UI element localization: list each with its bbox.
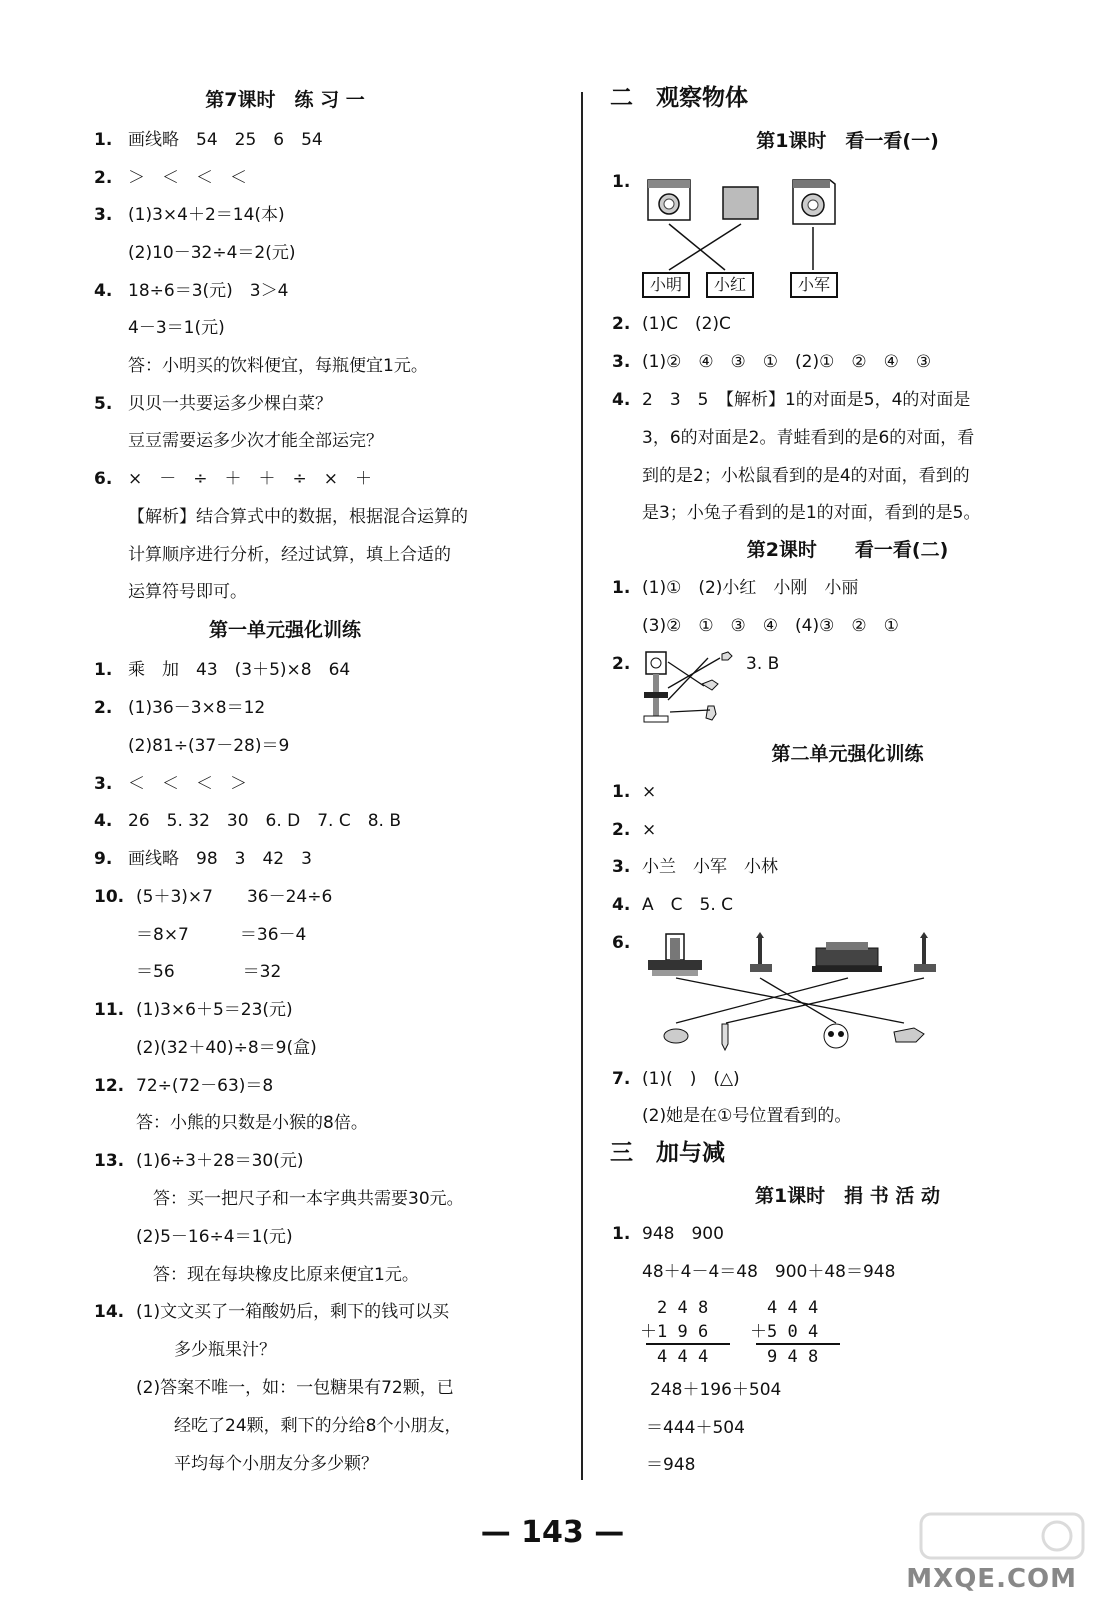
answer-num: 6. (94, 469, 113, 489)
answer-text: 计算顺序进行分析，经过试算，填上合适的 (128, 545, 451, 565)
vertical-row: 4 4 4 (750, 1298, 819, 1318)
answer-num: 2. (612, 654, 631, 674)
washer-side-icon (723, 187, 758, 219)
answer-num: 12. (94, 1076, 125, 1096)
page-number: — 143 — (480, 1515, 625, 1550)
answer-num: 2. (612, 820, 631, 840)
answer-text: (1)3×6＋5＝23(元) (136, 1000, 293, 1020)
section2-title: 二 观察物体 (610, 85, 748, 111)
answer-text: (5＋3)×7 36－24÷6 (136, 887, 333, 907)
column-divider (581, 92, 583, 1480)
answer-num: 2. (94, 698, 113, 718)
answer-text: 运算符号即可。 (128, 582, 247, 602)
answer-text: 小兰 小军 小林 (642, 857, 778, 877)
pillar-icon-1 (750, 932, 772, 972)
sum-rule (646, 1343, 730, 1345)
lesson7-title: 第7课时 练 习 一 (205, 89, 365, 111)
answer-text: (3)② ① ③ ④ (4)③ ② ① (642, 616, 899, 636)
watermark-text: MXQE.COM (906, 1564, 1077, 1594)
answer-num: 4. (94, 281, 113, 301)
vertical-row: 9 4 8 (750, 1347, 819, 1367)
vertical-row: ＋1 9 6 (640, 1322, 709, 1342)
answer-text: ＜ ＜ ＜ ＞ (128, 774, 247, 794)
answer-num: 5. (94, 394, 113, 414)
answer-text: × － ÷ ＋ ＋ ÷ × ＋ (128, 469, 372, 489)
answer-text: 948 900 (642, 1224, 724, 1244)
answer-text: 画线略 54 25 6 54 (128, 130, 323, 150)
vertical-row: 2 4 8 (640, 1298, 709, 1318)
answer-text: (1)文文买了一箱酸奶后，剩下的钱可以买 (136, 1302, 450, 1322)
answer-text: (2)81÷(37－28)＝9 (128, 736, 290, 756)
answer-text: 贝贝一共要运多少棵白菜？ (128, 394, 332, 414)
answer-text: × (642, 820, 657, 840)
answer-num: 1. (612, 172, 631, 192)
answer-text: (1)( ) (△) (642, 1069, 740, 1089)
answer-text: (2)(32＋40)÷8＝9(盒) (136, 1038, 317, 1058)
name-box-xiaohong: 小红 (706, 272, 754, 298)
lamp-stand-icon (644, 652, 668, 722)
answer-num: 9. (94, 849, 113, 869)
answer-num: 3. (94, 774, 113, 794)
lesson1-title: 第1课时 看一看(一) (756, 130, 939, 152)
answer-text: 经吃了24颗，剩下的分给8个小朋友， (174, 1416, 462, 1436)
animal-viewer-icons (664, 1024, 924, 1050)
answer-text: ＝8×7 ＝36－4 (136, 925, 307, 945)
pillar-icon-2 (914, 932, 936, 972)
answer-text: (2)5－16÷4＝1(元) (136, 1227, 293, 1247)
answer-text: 乘 加 43 (3＋5)×8 64 (128, 660, 351, 680)
answer-text: (2)答案不唯一，如：一包糖果有72颗，已 (136, 1378, 454, 1398)
answer-text: 3，6的对面是2。青蛙看到的是6的对面，看 (642, 428, 975, 448)
answer-text: 答：小熊的只数是小猴的8倍。 (136, 1113, 368, 1133)
answer-text: 答：现在每块橡皮比原来便宜1元。 (136, 1265, 419, 1285)
answer-text: (1)36－3×8＝12 (128, 698, 266, 718)
answer-num: 1. (612, 1224, 631, 1244)
answer-num: 1. (612, 782, 631, 802)
sum-rule (756, 1343, 840, 1345)
answer-num: 1. (612, 578, 631, 598)
answer-num: 11. (94, 1000, 125, 1020)
washer-front-icon (648, 180, 690, 220)
answer-text: 3. B (746, 654, 780, 674)
answer-text: A C 5. C (642, 895, 733, 915)
answer-num: 1. (94, 130, 113, 150)
answer-text: ＝948 (646, 1455, 696, 1475)
answer-text: 答：小明买的饮料便宜，每瓶便宜1元。 (128, 356, 428, 376)
answer-text: 26 5. 32 30 6. D 7. C 8. B (128, 811, 402, 831)
answer-text: 答：买一把尺子和一本字典共需要30元。 (136, 1189, 464, 1209)
name-box-xiaojun: 小军 (790, 272, 838, 298)
lesson2-title: 第2课时 看一看(二) (746, 539, 949, 561)
unit2-title: 第二单元强化训练 (771, 743, 924, 765)
answer-text: (1)C (2)C (642, 314, 731, 334)
answer-text: 2 3 5 【解析】1的对面是5，4的对面是 (642, 390, 971, 410)
answer-text: ＝444＋504 (646, 1418, 745, 1438)
answer-text: 72÷(72－63)＝8 (136, 1076, 274, 1096)
answer-num: 7. (612, 1069, 631, 1089)
name-box-xiaoming: 小明 (642, 272, 690, 298)
answer-text: 多少瓶果汁？ (174, 1340, 276, 1360)
answer-text: (1)① (2)小红 小刚 小丽 (642, 578, 859, 598)
answer-text: 248＋196＋504 (650, 1380, 782, 1400)
answer-num: 3. (612, 857, 631, 877)
answer-text: (1)6÷3＋28＝30(元) (136, 1151, 304, 1171)
answer-num: 10. (94, 887, 125, 907)
vertical-row: 4 4 4 (640, 1347, 709, 1367)
washer-angle-icon (793, 180, 835, 224)
answer-text: (1)② ④ ③ ① (2)① ② ④ ③ (642, 352, 932, 372)
object-view-matching-figure (640, 928, 950, 1056)
unit1-title: 第一单元强化训练 (208, 619, 361, 641)
answer-text: (1)3×4＋2＝14(本) (128, 205, 285, 225)
section3-title: 三 加与减 (610, 1140, 725, 1166)
lesson3-title: 第1课时 捐 书 活 动 (754, 1185, 941, 1207)
answer-text: 18÷6＝3(元) 3＞4 (128, 281, 289, 301)
answer-num: 2. (612, 314, 631, 334)
answer-text: ＞ ＜ ＜ ＜ (128, 168, 247, 188)
view-matching-figure (640, 648, 740, 728)
answer-text: (2)10－32÷4＝2(元) (128, 243, 296, 263)
answer-text: (2)她是在①号位置看到的。 (642, 1106, 852, 1126)
answer-text: ＝56 ＝32 (136, 962, 282, 982)
vertical-row: ＋5 0 4 (750, 1322, 819, 1342)
tower-object-icon (648, 934, 702, 976)
answer-text: 48＋4－4＝48 900＋48＝948 (642, 1262, 896, 1282)
answer-num: 4. (612, 895, 631, 915)
answer-num: 4. (612, 390, 631, 410)
answer-text: 到的是2；小松鼠看到的是4的对面，看到的 (642, 466, 970, 486)
answer-num: 3. (94, 205, 113, 225)
answer-text: 4－3＝1(元) (128, 318, 225, 338)
answer-text: 【解析】结合算式中的数据，根据混合运算的 (128, 507, 468, 527)
answer-num: 3. (612, 352, 631, 372)
answer-text: 是3；小兔子看到的是1的对面，看到的是5。 (642, 503, 981, 523)
answer-num: 2. (94, 168, 113, 188)
answer-text: 画线略 98 3 42 3 (128, 849, 312, 869)
answer-num: 1. (94, 660, 113, 680)
answer-num: 6. (612, 933, 631, 953)
answer-text: 平均每个小朋友分多少颗？ (174, 1454, 378, 1474)
answer-num: 14. (94, 1302, 125, 1322)
answer-text: 豆豆需要运多少次才能全部运完？ (128, 431, 383, 451)
answer-num: 4. (94, 811, 113, 831)
stage-icon (812, 942, 882, 972)
answer-num: 13. (94, 1151, 125, 1171)
answer-text: × (642, 782, 657, 802)
